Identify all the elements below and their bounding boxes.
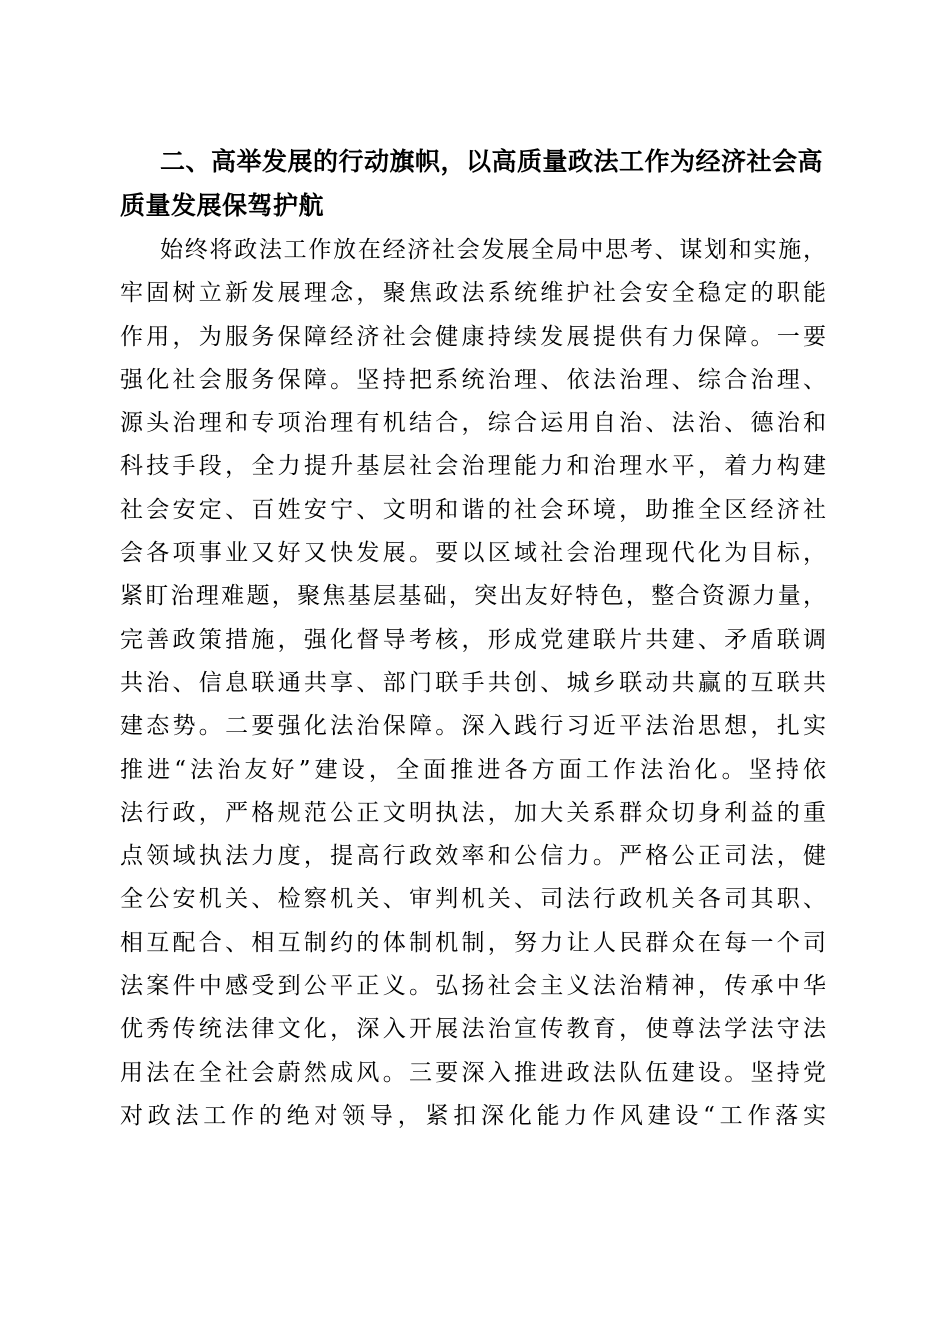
paragraph-line: 用法在全社会蔚然成风。三要深入推进政法队伍建设。坚持党 <box>120 1059 826 1086</box>
paragraph-line: 推进“法治友好”建设，全面推进各方面工作法治化。坚持依 <box>120 756 826 783</box>
paragraph-line: 科技手段，全力提升基层社会治理能力和治理水平，着力构建 <box>120 453 826 480</box>
paragraph-line: 始终将政法工作放在经济社会发展全局中思考、谋划和实施， <box>160 237 826 263</box>
section-paragraph <box>120 229 826 1138</box>
paragraph-line: 强化社会服务保障。坚持把系统治理、依法治理、综合治理、 <box>120 366 826 393</box>
paragraph-line: 源头治理和专项治理有机结合，综合运用自治、法治、德治和 <box>120 410 826 437</box>
paragraph-line: 优秀传统法律文化，深入开展法治宣传教育，使尊法学法守法 <box>120 1016 826 1043</box>
paragraph-line: 完善政策措施，强化督导考核，形成党建联片共建、矛盾联调 <box>120 626 826 653</box>
paragraph-line: 对政法工作的绝对领导，紧扣深化能力作风建设“工作落实 <box>120 1102 826 1129</box>
paragraph-line: 作用，为服务保障经济社会健康持续发展提供有力保障。一要 <box>120 323 826 350</box>
paragraph-line: 牢固树立新发展理念，聚焦政法系统维护社会安全稳定的职能 <box>120 280 826 307</box>
paragraph-line: 共治、信息联通共享、部门联手共创、城乡联动共赢的互联共 <box>120 669 826 696</box>
section-heading-line: 二、高举发展的行动旗帜，以高质量政法工作为经济社会高 <box>160 147 824 176</box>
paragraph-line: 法案件中感受到公平正义。弘扬社会主义法治精神，传承中华 <box>120 973 826 1000</box>
document-body <box>120 140 826 1138</box>
paragraph-line: 社会安定、百姓安宁、文明和谐的社会环境，助推全区经济社 <box>120 496 826 523</box>
paragraph-line: 会各项事业又好又快发展。要以区域社会治理现代化为目标， <box>120 540 826 567</box>
paragraph-line: 点领域执法力度，提高行政效率和公信力。严格公正司法，健 <box>120 843 826 870</box>
paragraph-line: 全公安机关、检察机关、审判机关、司法行政机关各司其职、 <box>120 886 826 913</box>
section-heading-line: 质量发展保驾护航 <box>120 191 325 220</box>
paragraph-line: 建态势。二要强化法治保障。深入践行习近平法治思想，扎实 <box>120 713 826 740</box>
paragraph-line: 紧盯治理难题，聚焦基层基础，突出友好特色，整合资源力量， <box>120 583 826 610</box>
paragraph-line: 法行政，严格规范公正文明执法，加大关系群众切身利益的重 <box>120 799 826 826</box>
section-heading <box>120 140 826 228</box>
paragraph-line: 相互配合、相互制约的体制机制，努力让人民群众在每一个司 <box>120 929 826 956</box>
